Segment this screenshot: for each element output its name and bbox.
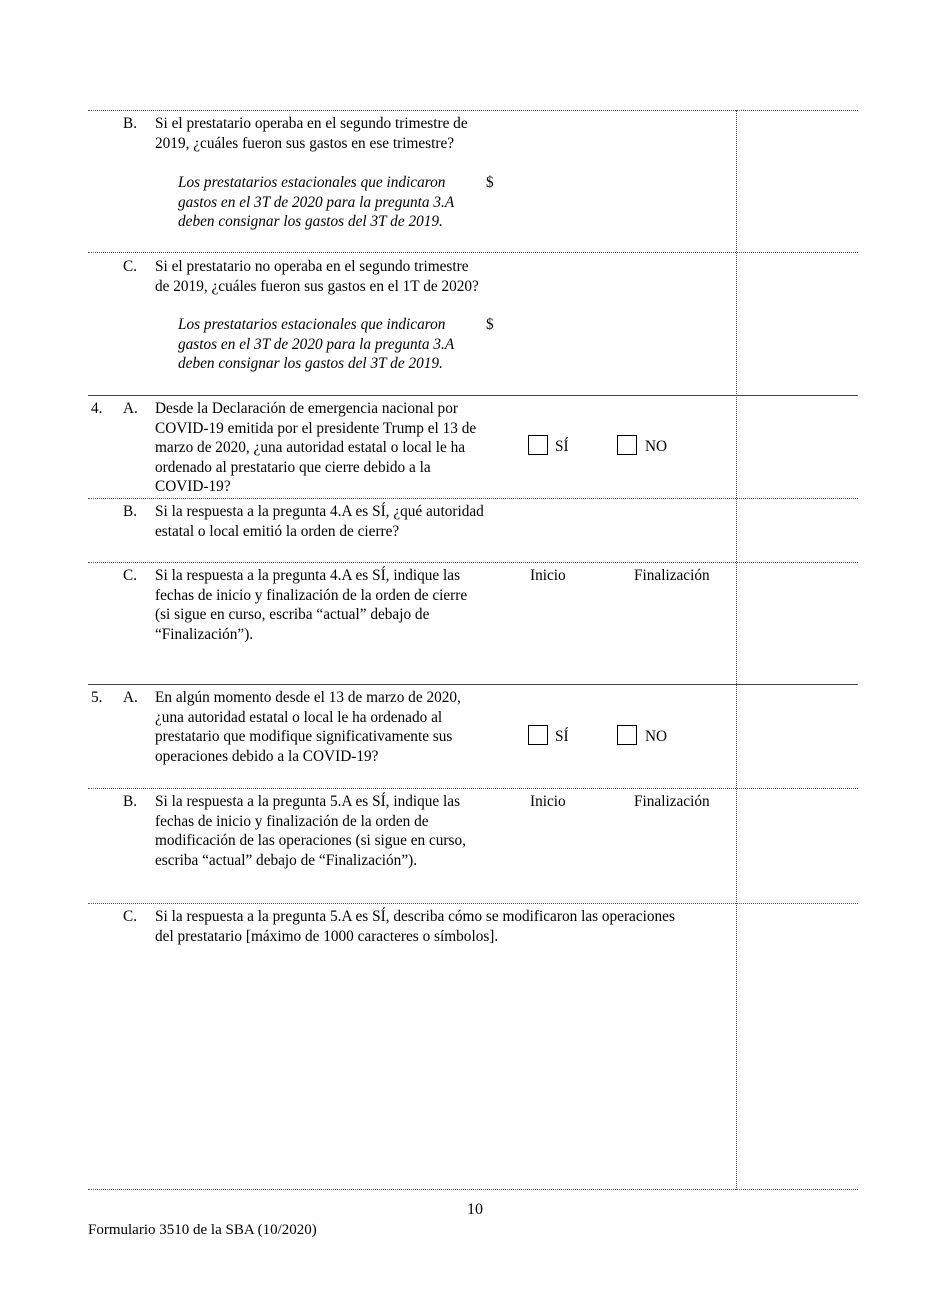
section-divider — [88, 684, 858, 685]
q4a-yes-label: SÍ — [555, 438, 569, 455]
q5a-text: En algún momento desde el 13 de marzo de 2020, ¿una autoridad estatal o local le ha ordenado al prestatario que modifique significativamente sus operaciones debido a la COVID-19? — [155, 689, 461, 765]
row-divider — [88, 110, 858, 111]
q5b-letter: B. — [123, 793, 138, 810]
q4a-no-checkbox[interactable] — [617, 435, 637, 455]
q5c-description-field[interactable] — [155, 955, 725, 1180]
q3c-amount-field[interactable] — [500, 314, 730, 336]
q5a-no-label: NO — [645, 728, 668, 745]
q5c-text: Si la respuesta a la pregunta 5.A es SÍ, describa cómo se modificaron las operaciones del prestatario [máximo de 1000 caracteres o símbolos]. — [155, 908, 675, 945]
q5b-end-label: Finalización — [634, 793, 710, 810]
q4a-letter: A. — [123, 400, 138, 417]
q4c-letter: C. — [123, 567, 138, 584]
section-divider — [88, 395, 858, 396]
q4a-yes-checkbox[interactable] — [528, 435, 548, 455]
q3b-note: Los prestatarios estacionales que indicaron gastos en el 3T de 2020 para la pregunta 3.A deben consignar los gastos del 3T de 2019. — [178, 174, 454, 230]
q3b-currency: $ — [486, 174, 494, 191]
q4c-text: Si la respuesta a la pregunta 4.A es SÍ, indique las fechas de inicio y finalización de la orden de cierre (si sigue en curso, escriba “actual” debajo de “Finalización”). — [155, 567, 468, 643]
q4c-start-date-field[interactable] — [510, 590, 600, 614]
q5a-no-checkbox[interactable] — [617, 725, 637, 745]
q5b-text: Si la respuesta a la pregunta 5.A es SÍ, indique las fechas de inicio y finalización de la orden de modificación de las operaciones (si sigue en curso, escriba “actual” debajo de “Finalización”). — [155, 793, 466, 869]
q5a-yes-label: SÍ — [555, 728, 569, 745]
row-divider — [88, 788, 858, 789]
q4a-no-label: NO — [645, 438, 668, 455]
row-divider — [88, 562, 858, 563]
row-divider — [88, 1189, 858, 1190]
q4c-end-label: Finalización — [634, 567, 710, 584]
q5b-start-label: Inicio — [530, 793, 566, 810]
q4c-end-date-field[interactable] — [620, 590, 730, 614]
q4a-text: Desde la Declaración de emergencia nacional por COVID-19 emitida por el presidente Trump el 13 de marzo de 2020, ¿una autoridad estatal o local le ha ordenado al prestatario que cierre debido a la COVID-19? — [155, 400, 477, 495]
answer-column-divider — [736, 110, 737, 1190]
q4-number: 4. — [91, 400, 103, 417]
row-divider — [88, 498, 858, 499]
q3b-text: Si el prestatario operaba en el segundo trimestre de 2019, ¿cuáles fueron sus gastos en ese trimestre? — [155, 115, 468, 152]
form-identifier: Formulario 3510 de la SBA (10/2020) — [88, 1222, 317, 1238]
q5b-start-date-field[interactable] — [510, 816, 600, 840]
row-divider — [88, 903, 858, 904]
q3c-currency: $ — [486, 316, 494, 333]
page-number: 10 — [467, 1201, 483, 1218]
q3c-letter: C. — [123, 258, 138, 275]
q3c-note: Los prestatarios estacionales que indicaron gastos en el 3T de 2020 para la pregunta 3.A deben consignar los gastos del 3T de 2019. — [178, 316, 454, 372]
q4b-authority-field[interactable] — [500, 502, 730, 558]
q3c-text: Si el prestatario no operaba en el segundo trimestre de 2019, ¿cuáles fueron sus gastos en el 1T de 2020? — [155, 258, 479, 295]
row-divider — [88, 252, 858, 253]
q5-number: 5. — [91, 689, 103, 706]
q4b-text: Si la respuesta a la pregunta 4.A es SÍ, ¿qué autoridad estatal o local emitió la orden de cierre? — [155, 503, 484, 540]
q3b-amount-field[interactable] — [500, 172, 730, 194]
q5c-letter: C. — [123, 908, 138, 925]
q5a-letter: A. — [123, 689, 138, 706]
q4c-start-label: Inicio — [530, 567, 566, 584]
q3b-letter: B. — [123, 115, 138, 132]
q5a-yes-checkbox[interactable] — [528, 725, 548, 745]
q4b-letter: B. — [123, 503, 138, 520]
q5b-end-date-field[interactable] — [620, 816, 730, 840]
